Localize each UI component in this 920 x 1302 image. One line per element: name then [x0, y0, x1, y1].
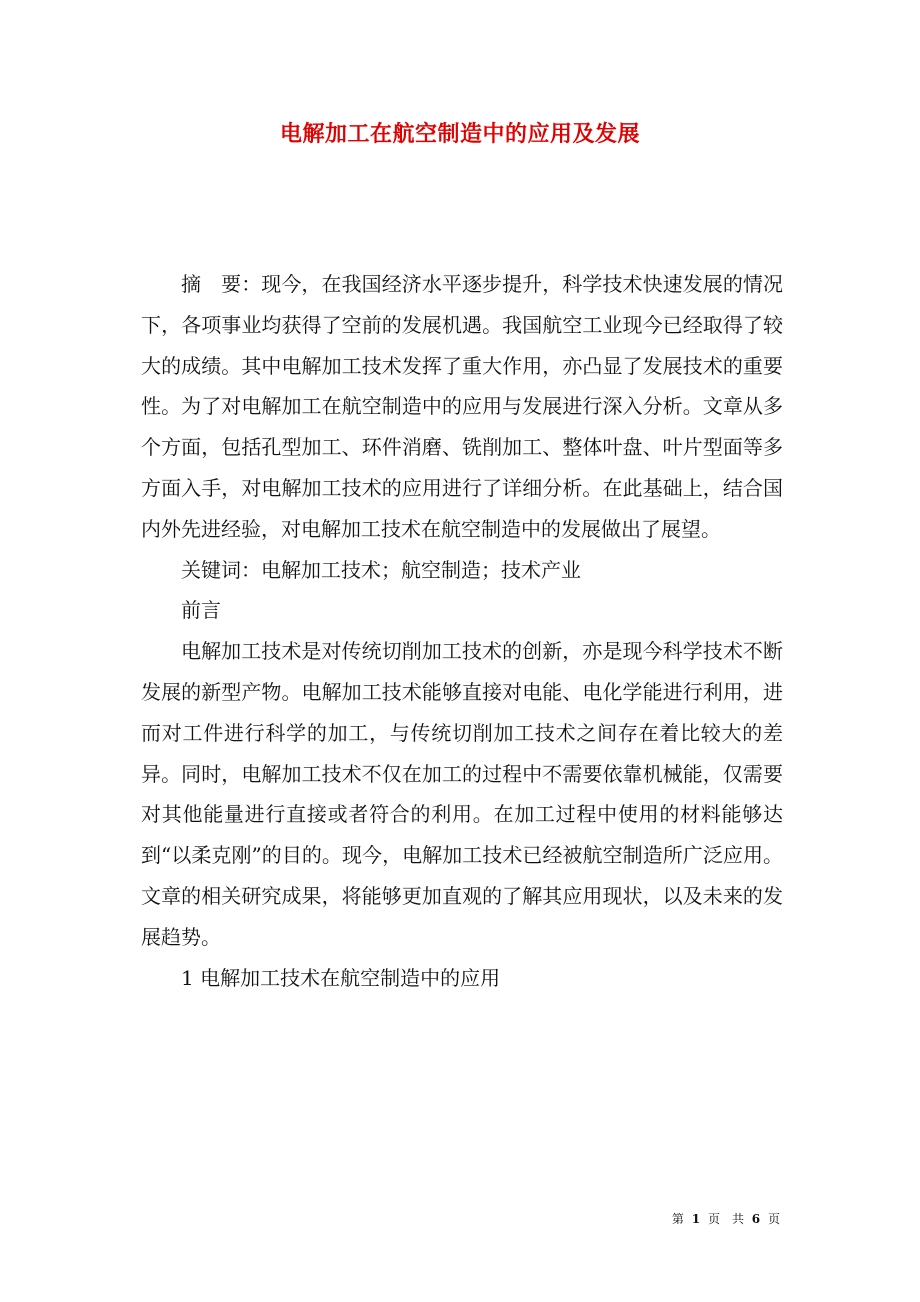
page-number-footer: [672, 1211, 780, 1227]
document-title: 电解加工在航空制造中的应用及发展: [279, 121, 640, 147]
page-total: 6: [751, 1212, 761, 1226]
preface-heading: 前言: [181, 598, 221, 623]
page-label-suffix: 页: [767, 1212, 780, 1226]
preface-paragraph: 电解加工技术是对传统切削加工技术的创新，亦是现今科学技术不断发展的新型产物。电解加工技术能够直接对电能、电化学能进行利用，进而对工件进行科学的加工，与传统切削加工技术之间存在着比较大的差异。同时，电解加工技术不仅在加工的过程中不需要依靠机械能，仅需要对其他能量进行直接或者符合的利用。在加工过程中使用的材料能够达到“以柔克刚”的目的。现今，电解加工技术已经被航空制造所广泛应用。文章的相关研究成果，将能够更加直观的了解其应用现状，以及未来的发展趋势。: [141, 639, 783, 949]
page-current: 1: [691, 1212, 701, 1226]
abstract-paragraph: 摘 要：现今，在我国经济水平逐步提升，科学技术快速发展的情况下，各项事业均获得了空前的发展机遇。我国航空工业现今已经取得了较大的成绩。其中电解加工技术发挥了重大作用，亦凸显了发展技术的重要性。为了对电解加工在航空制造中的应用与发展进行深入分析。文章从多个方面，包括孔型加工、环件消磨、铣削加工、整体叶盘、叶片型面等多方面入手，对电解加工技术的应用进行了详细分析。在此基础上，结合国内外先进经验，对电解加工技术在航空制造中的发展做出了展望。: [141, 272, 783, 541]
document-body: [141, 264, 783, 998]
section-heading: 1 电解加工技术在航空制造中的应用: [181, 965, 501, 990]
page-label-mid: 页 共: [707, 1212, 744, 1226]
page-label-prefix: 第: [671, 1212, 684, 1226]
keywords-paragraph: 关键词：电解加工技术；航空制造；技术产业: [181, 557, 581, 582]
